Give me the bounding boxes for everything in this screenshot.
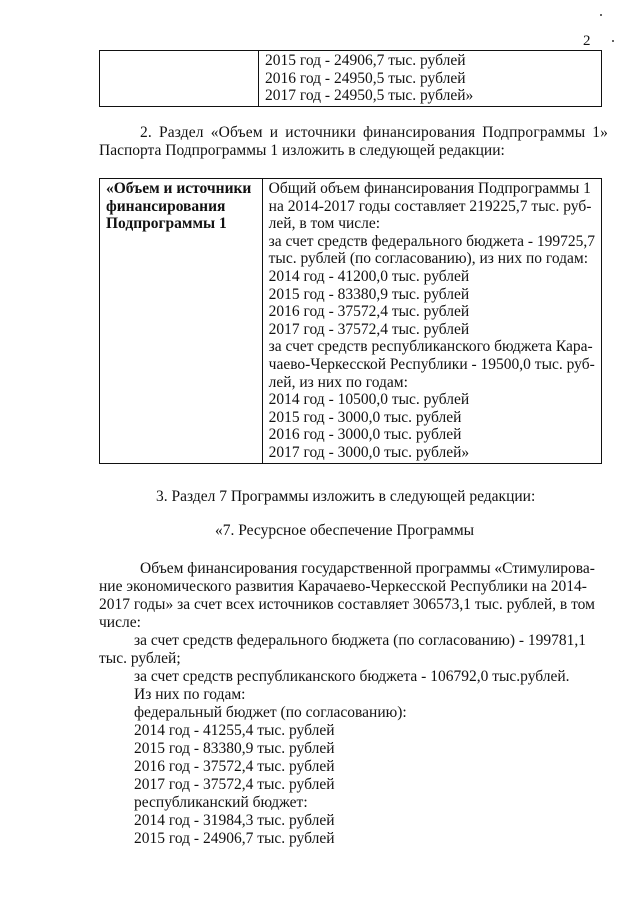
body-p1-line: 2017 годы» за счет всех источников составляет 306573,1 тыс. рублей, в том (99, 596, 595, 613)
item2-line1: 2. Раздел «Объем и источники финансирования Подпрограммы 1» (140, 124, 609, 141)
body-p1-line: Объем финансирования государственной программы «Стимулирова- (140, 560, 595, 577)
top-table-line: 2017 год - 24950,5 тыс. рублей» (265, 87, 474, 105)
scan-speck (612, 40, 614, 42)
passport-content-cell (262, 179, 601, 464)
passport-content-line: 2015 год - 3000,0 тыс. рублей (268, 408, 462, 426)
passport-content-line: 2017 год - 37572,4 тыс. рублей (268, 320, 470, 338)
passport-label-cell (100, 179, 263, 464)
body-list-line: 2015 год - 24906,7 тыс. рублей (134, 830, 335, 847)
body-list-line: 2015 год - 83380,9 тыс. рублей (134, 740, 335, 757)
top-table-left-cell (100, 51, 259, 107)
body-list-line: 2014 год - 41255,4 тыс. рублей (134, 722, 335, 739)
passport-content-line: лей, из них по годам: (268, 373, 408, 391)
body-list-line: Из них по годам: (134, 686, 246, 703)
item3-line: 3. Раздел 7 Программы изложить в следующей редакции: (156, 488, 536, 505)
passport-content-line: на 2014-2017 годы составляет 219225,7 тыс. руб- (268, 197, 592, 215)
body-p1-line: ние экономического развития Карачаево-Черкесской Республики на 2014- (99, 578, 587, 595)
passport-content-line: тыс. рублей (по согласованию), из них по годам: (268, 250, 589, 268)
passport-content-line: 2014 год - 41200,0 тыс. рублей (268, 267, 470, 285)
passport-content-line: 2016 год - 37572,4 тыс. рублей (268, 303, 470, 321)
passport-content-line: за счет средств федерального бюджета - 199725,7 (268, 232, 595, 250)
body-list-line: федеральный бюджет (по согласованию): (134, 704, 407, 721)
body-list-line: 2014 год - 31984,3 тыс. рублей (134, 812, 335, 829)
body-list-line: 2017 год - 37572,4 тыс. рублей (134, 776, 335, 793)
body-p2-line: тыс. рублей; (99, 650, 181, 667)
scan-speck (600, 14, 602, 16)
passport-content-line: 2016 год - 3000,0 тыс. рублей (268, 426, 462, 444)
passport-content-line: лей, в том числе: (268, 215, 381, 233)
passport-content-line: 2017 год - 3000,0 тыс. рублей» (268, 443, 470, 461)
passport-table (99, 178, 602, 464)
passport-content-line: 2015 год - 83380,9 тыс. рублей (268, 285, 470, 303)
body-list-line: 2016 год - 37572,4 тыс. рублей (134, 758, 335, 775)
passport-content-line: Общий объем финансирования Подпрограммы 1 (268, 180, 591, 197)
top-table (99, 50, 602, 107)
top-table-right-cell (259, 51, 602, 107)
body-list-line: республиканский бюджет: (134, 794, 308, 811)
item2-line2: Паспорта Подпрограммы 1 изложить в следующей редакции: (99, 142, 505, 159)
passport-content-line: чаево-Черкесской Республики - 19500,0 тыс. руб- (268, 355, 595, 373)
section-title: «7. Ресурсное обеспечение Программы (215, 522, 475, 539)
body-p2-line: за счет средств федерального бюджета (по согласованию) - 199781,1 (134, 632, 587, 649)
top-table-line: 2016 год - 24950,5 тыс. рублей (265, 69, 466, 87)
passport-content-line: 2014 год - 10500,0 тыс. рублей (268, 391, 470, 409)
passport-content-line: за счет средств республиканского бюджета Кара- (268, 338, 593, 356)
passport-label-line: финансирования (106, 197, 226, 215)
body-p3-line: за счет средств республиканского бюджета - 106792,0 тыс.рублей. (134, 668, 570, 685)
page-number: 2 (583, 33, 591, 49)
passport-label-line: Подпрограммы 1 (106, 215, 227, 233)
passport-label-line: «Объем и источники (106, 180, 252, 197)
body-p1-line: числе: (99, 614, 141, 631)
top-table-line: 2015 год - 24906,7 тыс. рублей (265, 52, 466, 69)
